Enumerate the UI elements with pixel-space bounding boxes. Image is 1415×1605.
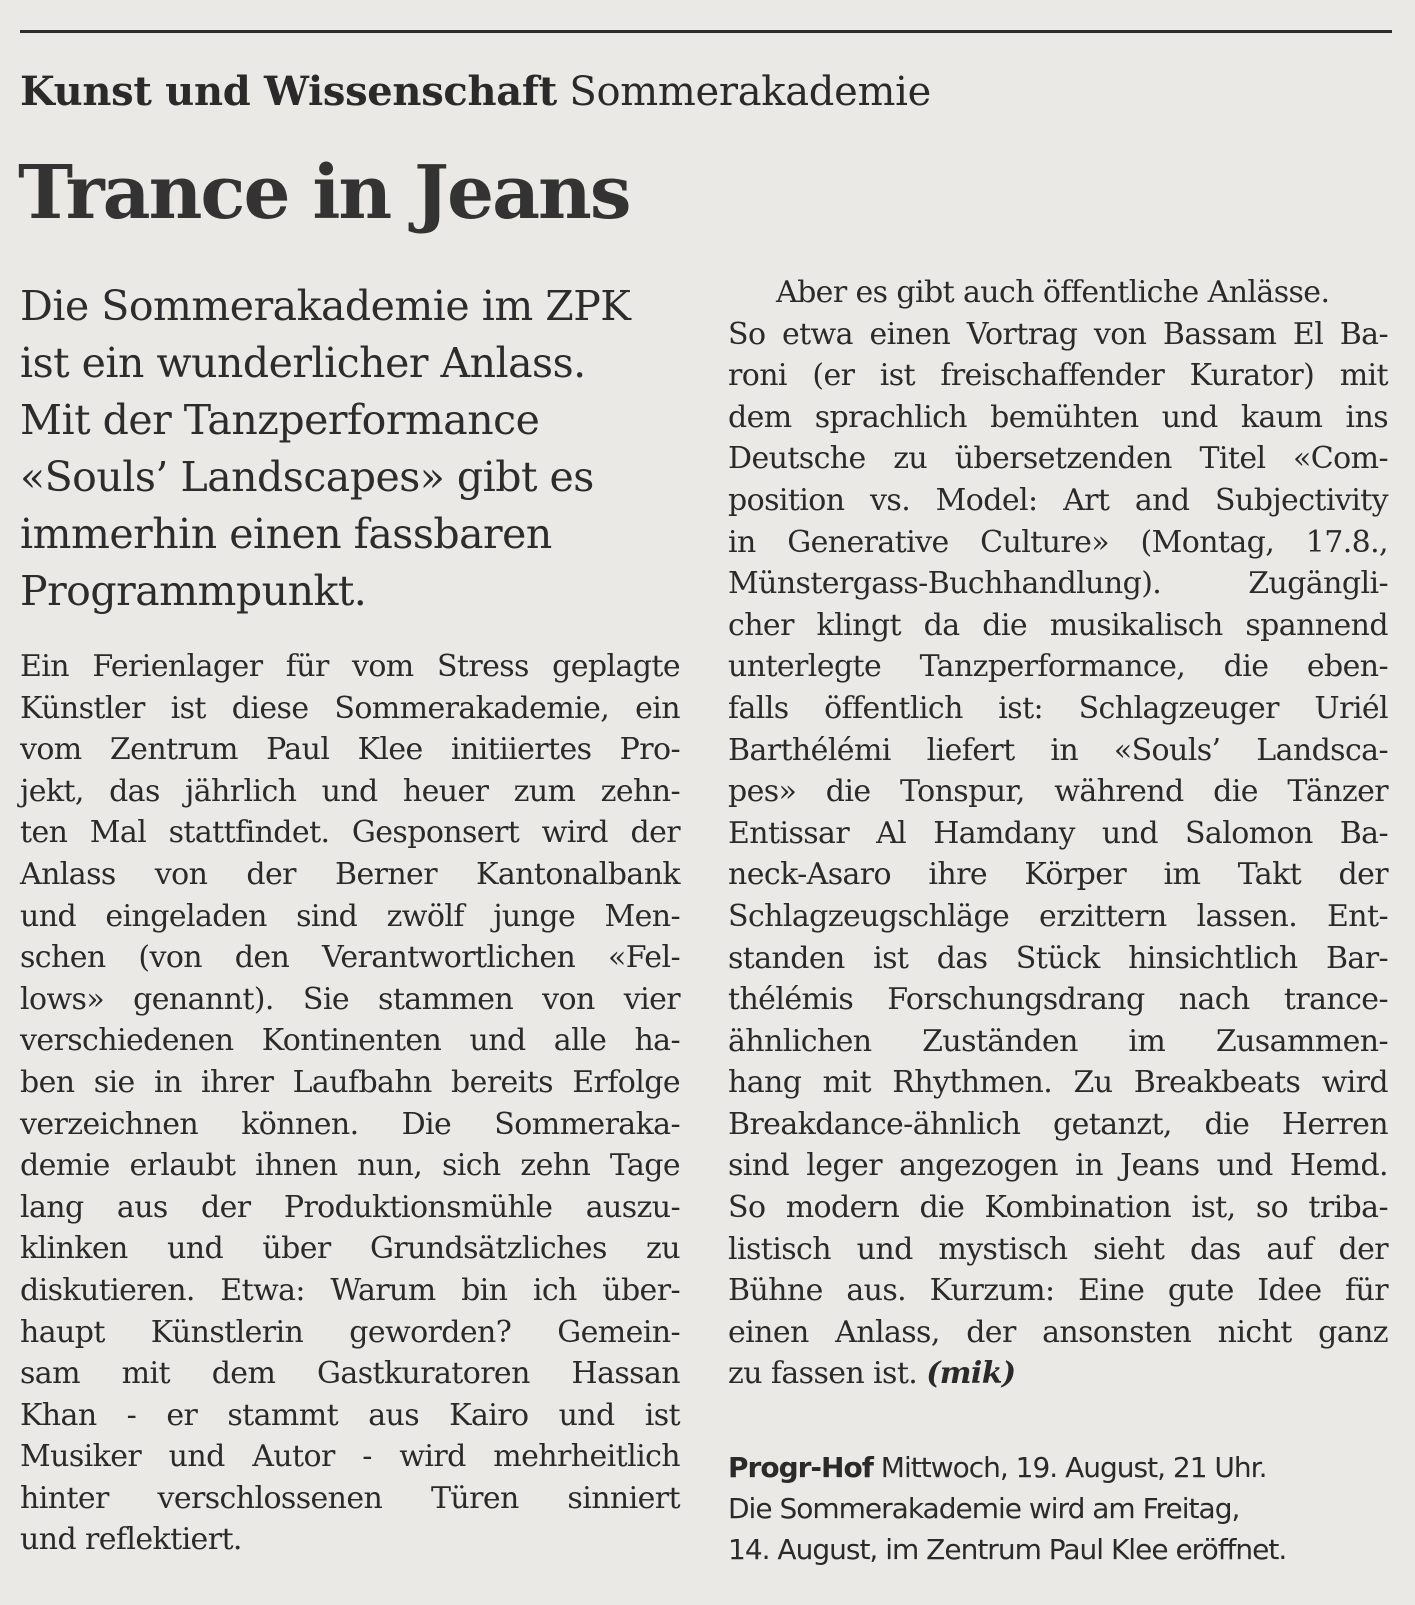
body-line: Bühne aus. Kurzum: Eine gute Idee für: [728, 1273, 1388, 1309]
headline: Trance in Jeans: [18, 150, 630, 236]
body-line: und eingeladen sind zwölf junge Men-: [20, 898, 680, 934]
body-column-right: [728, 272, 1388, 1395]
body-line: roni (er ist freischaffender Kurator) mit: [728, 358, 1388, 394]
body-line: lang aus der Produktionsmühle auszu-: [20, 1189, 680, 1225]
body-line: Münstergass-Buchhandlung). Zugängli-: [728, 566, 1388, 602]
body-line: Aber es gibt auch öffentliche Anlässe.: [776, 275, 1330, 310]
body-line: hang mit Rhythmen. Zu Breakbeats wird: [728, 1065, 1388, 1101]
byline: (mik): [926, 1356, 1016, 1392]
body-line: diskutieren. Etwa: Warum bin ich über-: [20, 1272, 680, 1308]
body-line: in Generative Culture» (Montag, 17.8.,: [728, 524, 1388, 560]
body-line: So modern die Kombination ist, so triba-: [728, 1190, 1388, 1226]
body-column-left: [20, 646, 680, 1561]
body-line-last: [728, 1353, 1388, 1395]
body-line: sam mit dem Gastkuratoren Hassan: [20, 1356, 680, 1392]
kicker: [20, 68, 931, 116]
body-line: neck-Asaro ihre Körper im Takt der: [728, 857, 1388, 893]
body-line: klinken und über Grundsätzliches zu: [20, 1231, 680, 1267]
event-note-line: 14. August, im Zentrum Paul Klee eröffnet.: [728, 1533, 1287, 1566]
lead-line: «Souls’ Landscapes» gibt es: [20, 453, 594, 501]
body-line: sind leger angezogen in Jeans und Hemd.: [728, 1148, 1388, 1184]
body-line: ähnlichen Zuständen im Zusammen-: [728, 1023, 1388, 1059]
body-line: Künstler ist diese Sommerakademie, ein: [20, 690, 680, 726]
body-line: falls öffentlich ist: Schlagzeuger Uriél: [728, 690, 1388, 726]
venue: Progr-Hof: [728, 1451, 873, 1484]
body-line: haupt Künstlerin geworden? Gemein-: [20, 1314, 680, 1350]
body-line: einen Anlass, der ansonsten nicht ganz: [728, 1314, 1388, 1350]
body-line: Musiker und Autor - wird mehrheitlich: [20, 1439, 680, 1475]
event-info: [728, 1447, 1388, 1570]
topic-label: Sommerakademie: [569, 69, 931, 115]
body-line: schen (von den Verantwortlichen «Fel-: [20, 940, 680, 976]
body-line: position vs. Model: Art and Subjectivity: [728, 482, 1388, 518]
body-line: Deutsche zu übersetzenden Titel «Com-: [728, 441, 1388, 477]
lead-line: ist ein wunderlicher Anlass.: [20, 339, 586, 387]
body-line: Entissar Al Hamdany und Salomon Ba-: [728, 815, 1388, 851]
body-line: thélémis Forschungsdrang nach trance-: [728, 982, 1388, 1018]
body-line: hinter verschlossenen Türen sinniert: [20, 1480, 680, 1516]
body-line: listisch und mystisch sieht das auf der: [728, 1231, 1388, 1267]
body-line: standen ist das Stück hinsichtlich Bar-: [728, 940, 1388, 976]
body-line: verschiedenen Kontinenten und alle ha-: [20, 1023, 680, 1059]
body-line: verzeichnen können. Die Sommeraka-: [20, 1106, 680, 1142]
body-line: Schlagzeugschläge erzittern lassen. Ent-: [728, 898, 1388, 934]
lead-line: Die Sommerakademie im ZPK: [20, 282, 631, 330]
body-line: vom Zentrum Paul Klee initiiertes Pro-: [20, 732, 680, 768]
event-info-line: [728, 1447, 1388, 1488]
body-line: und reflektiert.: [20, 1522, 242, 1558]
body-line: unterlegte Tanzperformance, die eben-: [728, 649, 1388, 685]
body-line: lows» genannt). Sie stammen von vier: [20, 981, 680, 1017]
body-line: Khan - er stammt aus Kairo und ist: [20, 1397, 680, 1433]
body-line: Breakdance-ähnlich getanzt, die Herren: [728, 1106, 1388, 1142]
body-line: jekt, das jährlich und heuer zum zehn-: [20, 773, 680, 809]
body-line: Anlass von der Berner Kantonalbank: [20, 856, 680, 892]
body-line: Barthélémi liefert in «Souls’ Landsca-: [728, 732, 1388, 768]
body-line: So etwa einen Vortrag von Bassam El Ba-: [728, 316, 1388, 352]
body-line: pes» die Tonspur, während die Tänzer: [728, 774, 1388, 810]
body-line: dem sprachlich bemühten und kaum ins: [728, 399, 1388, 435]
lead-line: immerhin einen fassbaren: [20, 510, 552, 558]
lead-paragraph: [20, 278, 680, 620]
top-rule: [20, 30, 1392, 33]
body-line: demie erlaubt ihnen nun, sich zehn Tage: [20, 1148, 680, 1184]
lead-line: Programmpunkt.: [20, 567, 367, 615]
body-line: Ein Ferienlager für vom Stress geplagte: [20, 649, 680, 684]
body-line: ben sie in ihrer Laufbahn bereits Erfolge: [20, 1064, 680, 1100]
section-label: Kunst und Wissenschaft: [20, 68, 557, 115]
closing-text: zu fassen ist.: [728, 1356, 918, 1392]
body-line: cher klingt da die musikalisch spannend: [728, 607, 1388, 643]
event-date: Mittwoch, 19. August, 21 Uhr.: [880, 1451, 1267, 1484]
body-line: ten Mal stattfindet. Gesponsert wird der: [20, 815, 680, 851]
lead-line: Mit der Tanzperformance: [20, 396, 540, 444]
event-note-line: Die Sommerakademie wird am Freitag,: [728, 1492, 1240, 1525]
